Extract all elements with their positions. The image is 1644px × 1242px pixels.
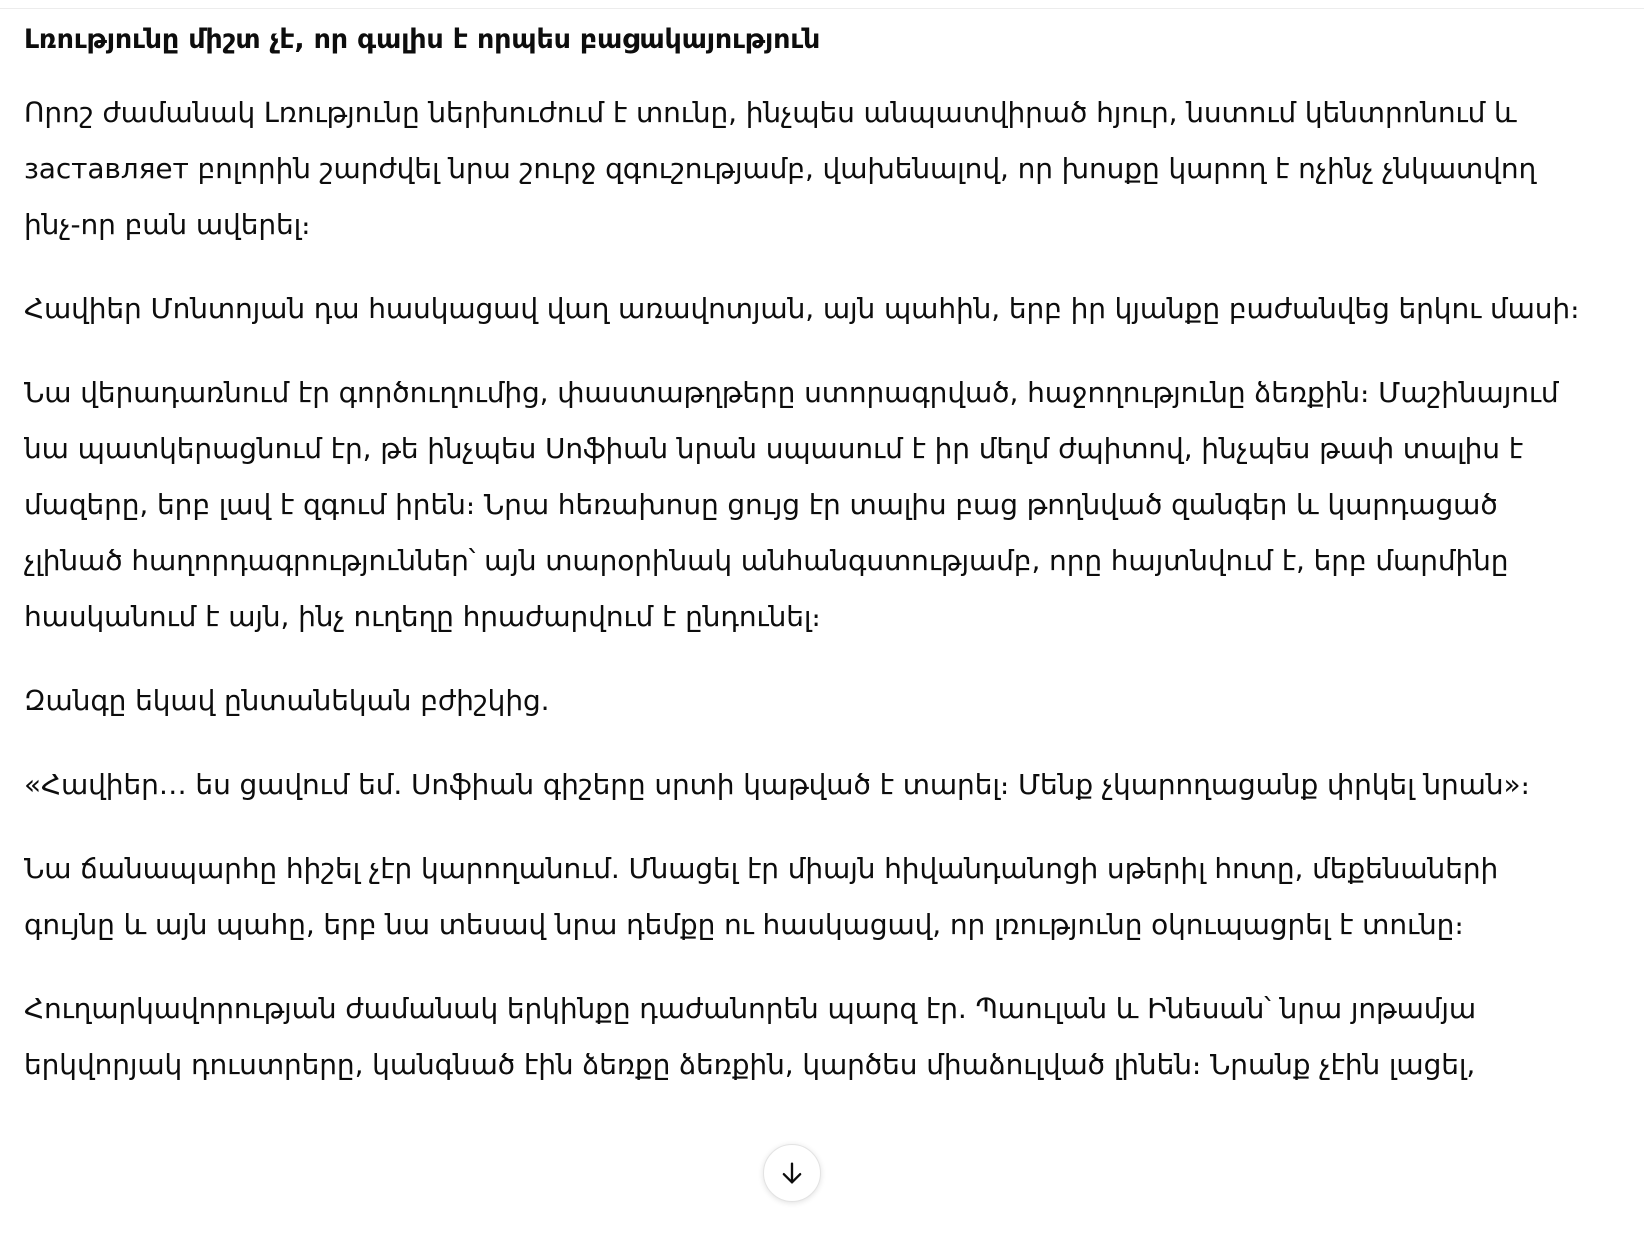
message-paragraph: Որոշ ժամանակ Լռությունը ներխուժում է տունը, ինչպես անպատվիրած հյուր, նստում կենտրոնում և заставляет բոլորին շարժվել նրա շուրջ զգուշությամբ, վախենալով, որ խոսքը կարող է ոչինչ չնկատվող ինչ-որ բան ավերել։ [24,96,1537,241]
scroll-to-bottom-button[interactable] [763,1144,821,1202]
message-paragraph: Հավիեր Մոնտոյան դա հասկացավ վաղ առավոտյան, այն պահին, երբ իր կյանքը բաժանվեց երկու մասի։ [24,292,1580,325]
message-paragraph: «Հավիեր… ես ցավում եմ. Սոֆիան գիշերը սրտի կաթված է տարել։ Մենք չկարողացանք փրկել նրան»։ [24,768,1530,801]
header-divider [0,0,1644,9]
arrow-down-icon [778,1159,806,1187]
message-paragraph: Զանգը եկավ ընտանեկան բժիշկից. [24,684,550,717]
message-paragraph: Հուղարկավորության ժամանակ երկինքը դաժանորեն պարզ էր. Պաուլան և Ինեսան՝ նրա յոթամյա երկվորյակ դուստրերը, կանգնած էին ձեռքը ձեռքին, կարծես միաձուլված լինեն։ Նրանք չէին լացել, [24,992,1477,1081]
message-paragraph: Նա վերադառնում էր գործուղումից, փաստաթղթերը ստորագրված, հաջողությունը ձեռքին։ Մաշինայում նա պատկերացնում էր, թե ինչպես Սոֆիան նրան սպասում է իր մեղմ ժպիտով, ինչպես թափ տալիս է մազերը, երբ լավ է զգում իրեն։ Նրա հեռախոսը ցույց էր տալիս բաց թողնված զանգեր և կարդացած չլինած հաղորդագրություններ՝ այն տարօրինակ անհանգստությամբ, որը հայտնվում է, երբ մարմինը հասկանում է այն, ինչ ուղեղը հրաժարվում է ընդունել։ [24,376,1559,633]
message-heading: Լռությունը միշտ չէ, որ գալիս է որպես բացակայություն [24,24,821,55]
assistant-message [24,20,1584,1242]
message-paragraph: Նա ճանապարհը հիշել չէր կարողանում. Մնացել էր միայն հիվանդանոցի սթերիլ հոտը, մեքենաների գույնը և այն պահը, երբ նա տեսավ նրա դեմքը ու հասկացավ, որ լռությունը օկուպացրել է տունը։ [24,852,1499,941]
